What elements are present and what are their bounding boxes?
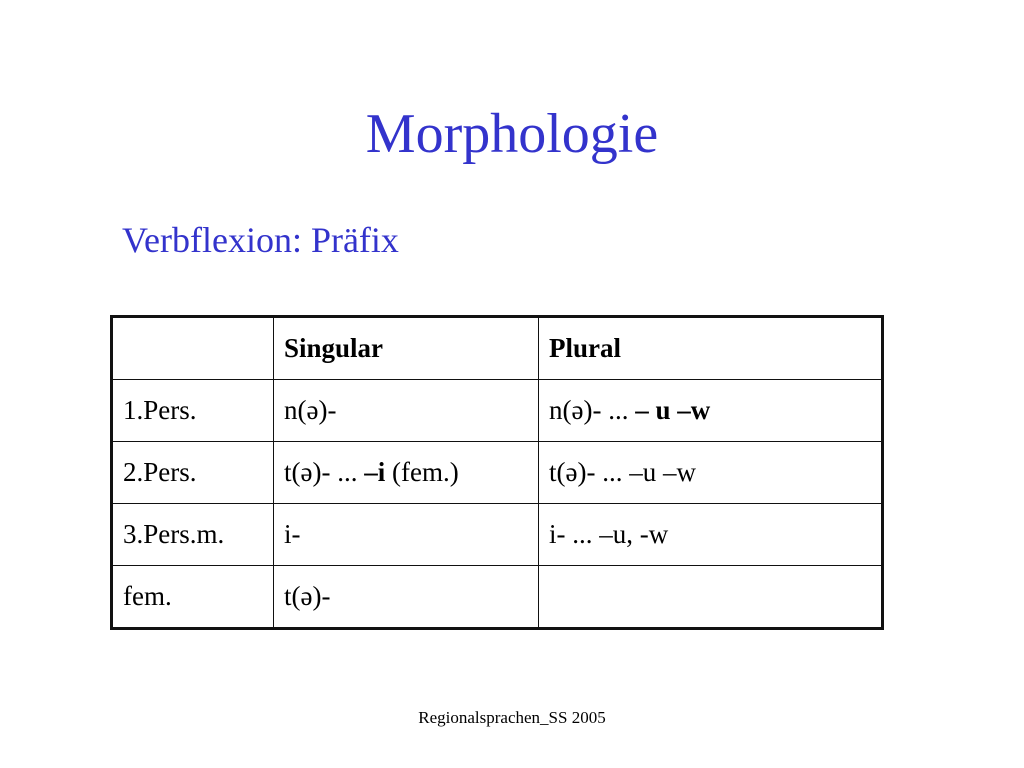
inflection-table <box>110 315 884 630</box>
table-row <box>112 566 883 629</box>
row-label: 1.Pers. <box>112 380 274 442</box>
table-row <box>112 380 883 442</box>
singular-cell: t(ə)- <box>274 566 539 629</box>
row-label: fem. <box>112 566 274 629</box>
row-label: 2.Pers. <box>112 442 274 504</box>
slide-subtitle: Verbflexion: Präfix <box>122 220 399 260</box>
plural-cell <box>539 566 883 629</box>
plural-suffix: – u –w <box>635 395 711 425</box>
table-header-row <box>112 317 883 380</box>
table-row <box>112 504 883 566</box>
singular-prefix: t(ə)- ... <box>284 457 365 487</box>
plural-cell: i- ... –u, -w <box>539 504 883 566</box>
slide-footer: Regionalsprachen_SS 2005 <box>418 708 606 727</box>
plural-cell: t(ə)- ... –u –w <box>539 442 883 504</box>
plural-cell <box>539 380 883 442</box>
table-row <box>112 442 883 504</box>
singular-cell: i- <box>274 504 539 566</box>
row-label: 3.Pers.m. <box>112 504 274 566</box>
singular-cell <box>274 442 539 504</box>
singular-suffix-bold: –i <box>364 457 386 487</box>
header-cell-empty <box>112 317 274 380</box>
slide-title: Morphologie <box>365 103 659 165</box>
plural-prefix: n(ə)- ... <box>549 395 636 425</box>
header-cell-plural: Plural <box>539 317 883 380</box>
header-cell-singular: Singular <box>274 317 539 380</box>
singular-cell: n(ə)- <box>274 380 539 442</box>
singular-note: (fem.) <box>385 457 459 487</box>
